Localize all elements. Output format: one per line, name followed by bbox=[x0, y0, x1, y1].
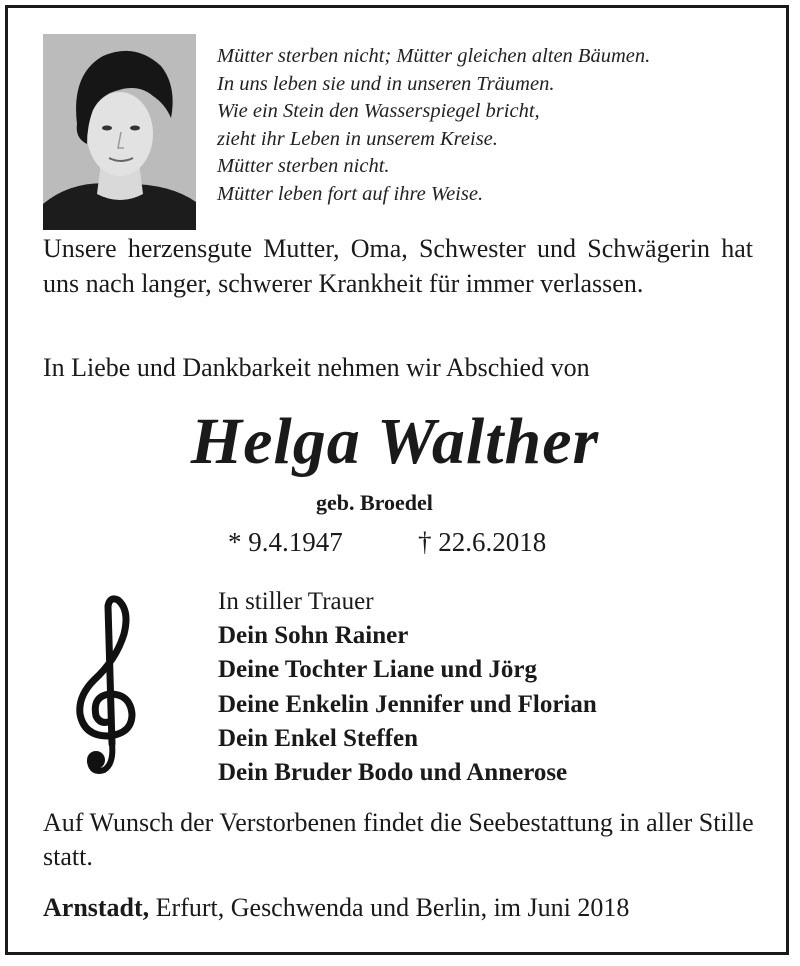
poem-line: In uns leben sie und in unseren Träumen. bbox=[217, 72, 555, 95]
mourner-name: Dein Sohn Rainer bbox=[218, 622, 409, 650]
mourner-name: Deine Enkelin Jennifer und Florian bbox=[218, 690, 597, 718]
mourners-list bbox=[218, 585, 597, 790]
death-date: † 22.6.2018 bbox=[418, 527, 547, 557]
mourner-name: Dein Enkel Steffen bbox=[218, 724, 418, 752]
birth-date: * 9.4.1947 bbox=[228, 527, 343, 557]
maiden-name: geb. Broedel bbox=[316, 490, 433, 515]
farewell-text: In Liebe und Dankbarkeit nehmen wir Abschied von bbox=[43, 353, 590, 382]
poem-line: zieht ihr Leben in unserem Kreise. bbox=[217, 127, 498, 150]
poem-line: Wie ein Stein den Wasserspiegel bricht, bbox=[217, 100, 540, 123]
intro-text: Unsere herzensgute Mutter, Oma, Schwester und Schwägerin hat uns nach langer, schwerer Krankheit für immer verlassen. bbox=[43, 234, 753, 298]
mourner-name: Dein Bruder Bodo und Annerose bbox=[218, 759, 568, 787]
poem-line: Mütter leben fort auf ihre Weise. bbox=[217, 182, 484, 205]
place-city: Arnstadt, bbox=[43, 893, 150, 922]
poem-line: Mütter sterben nicht; Mütter gleichen alten Bäumen. bbox=[217, 45, 651, 67]
mourner-name: Deine Tochter Liane und Jörg bbox=[218, 656, 538, 684]
deceased-name: Helga Walther bbox=[190, 405, 600, 478]
place-and-date bbox=[43, 890, 629, 926]
poem bbox=[217, 43, 650, 209]
mourners-heading: In stiller Trauer bbox=[218, 588, 374, 615]
place-rest: Erfurt, Geschwenda und Berlin, im Juni 2018 bbox=[149, 893, 630, 922]
funeral-note: Auf Wunsch der Verstorbenen findet die Seebestattung in aller Stille statt. bbox=[43, 808, 754, 871]
poem-line: Mütter sterben nicht. bbox=[217, 155, 390, 178]
portrait-photo bbox=[43, 34, 196, 230]
treble-clef-icon bbox=[74, 594, 144, 780]
